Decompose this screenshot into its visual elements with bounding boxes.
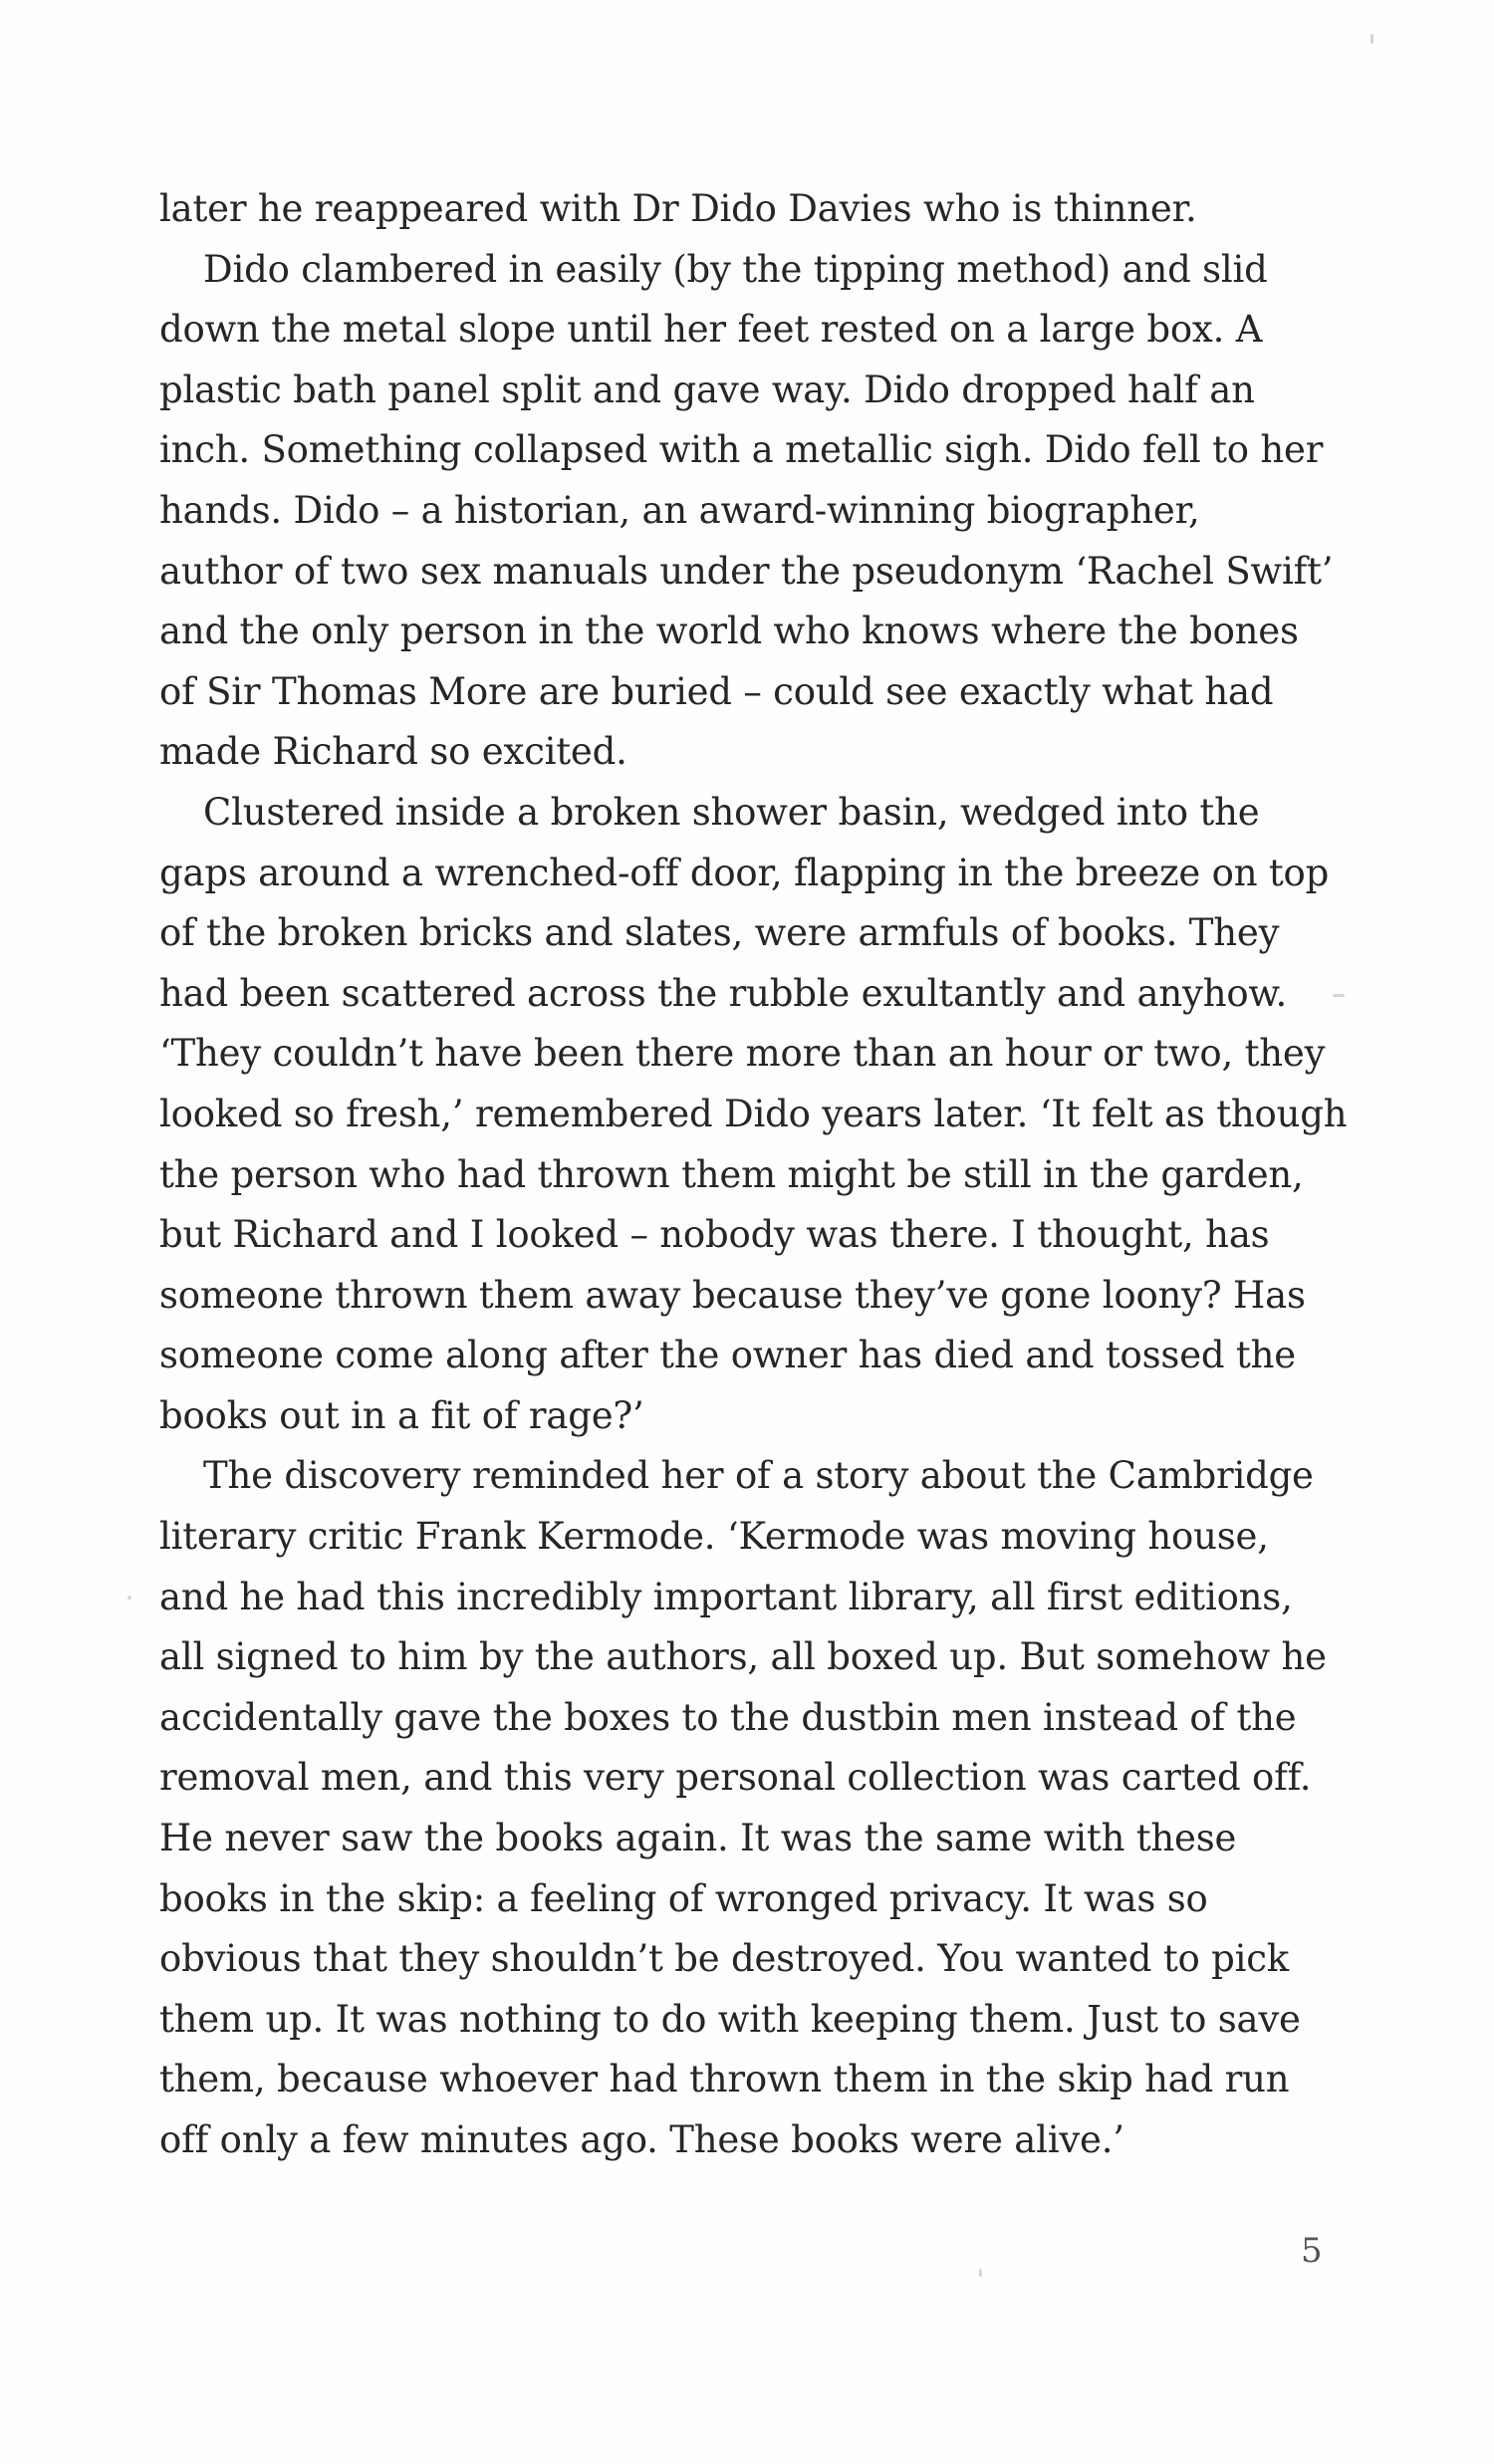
text-line: plastic bath panel split and gave way. Dido dropped half an <box>159 368 1255 411</box>
text-line: ‘They couldn’t have been there more than an hour or two, they <box>159 1032 1326 1076</box>
text-line: accidentally gave the boxes to the dustbin men instead of the <box>159 1695 1297 1739</box>
text-line: off only a few minutes ago. These books were alive.’ <box>159 2118 1124 2161</box>
scan-speck <box>979 2269 982 2277</box>
text-line: someone come along after the owner has died and tossed the <box>159 1334 1296 1377</box>
text-line: looked so fresh,’ remembered Dido years later. ‘It felt as though <box>159 1092 1348 1135</box>
text-line: had been scattered across the rubble exultantly and anyhow. <box>159 971 1288 1015</box>
text-line: and the only person in the world who knows where the bones <box>159 610 1299 653</box>
text-line: and he had this incredibly important library, all first editions, <box>159 1575 1293 1618</box>
text-line: He never saw the books again. It was the same with these <box>159 1817 1237 1860</box>
page-number: 5 <box>1301 2231 1323 2271</box>
text-line: obvious that they shouldn’t be destroyed. You wanted to pick <box>159 1937 1290 1981</box>
scan-speck <box>1333 994 1345 997</box>
text-line: books out in a fit of rage?’ <box>159 1393 644 1437</box>
text-line: author of two sex manuals under the pseudonym ‘Rachel Swift’ <box>159 549 1334 593</box>
text-line: the person who had thrown them might be still in the garden, <box>159 1152 1304 1196</box>
text-line: gaps around a wrenched-off door, flapping in the breeze on top <box>159 851 1330 894</box>
text-line: inch. Something collapsed with a metallic sigh. Dido fell to her <box>159 428 1324 472</box>
text-line: hands. Dido – a historian, an award-winning biographer, <box>159 488 1200 532</box>
text-line: made Richard so excited. <box>159 730 627 774</box>
text-line: literary critic Frank Kermode. ‘Kermode was moving house, <box>159 1515 1269 1559</box>
text-line: Dido clambered in easily (by the tipping method) and slid <box>203 247 1268 291</box>
text-line: someone thrown them away because they’ve gone loony? Has <box>159 1273 1306 1317</box>
text-line: them, because whoever had thrown them in the skip had run <box>159 2058 1290 2101</box>
text-line: down the metal slope until her feet rested on a large box. A <box>159 308 1263 352</box>
body-text <box>159 179 1348 2171</box>
text-line: all signed to him by the authors, all boxed up. But somehow he <box>159 1635 1327 1679</box>
scan-speck <box>127 1596 131 1600</box>
text-line: Clustered inside a broken shower basin, wedged into the <box>203 790 1260 834</box>
text-line: but Richard and I looked – nobody was there. I thought, has <box>159 1213 1270 1257</box>
text-line: books in the skip: a feeling of wronged privacy. It was so <box>159 1876 1208 1920</box>
text-line: removal men, and this very personal collection was carted off. <box>159 1756 1312 1800</box>
text-line: The discovery reminded her of a story about the Cambridge <box>203 1454 1314 1498</box>
text-line: later he reappeared with Dr Dido Davies who is thinner. <box>159 187 1197 230</box>
text-line: of the broken bricks and slates, were armfuls of books. They <box>159 911 1280 955</box>
scan-speck <box>1370 34 1373 44</box>
text-line: of Sir Thomas More are buried – could see exactly what had <box>159 669 1274 713</box>
text-line: them up. It was nothing to do with keeping them. Just to save <box>159 1997 1301 2041</box>
